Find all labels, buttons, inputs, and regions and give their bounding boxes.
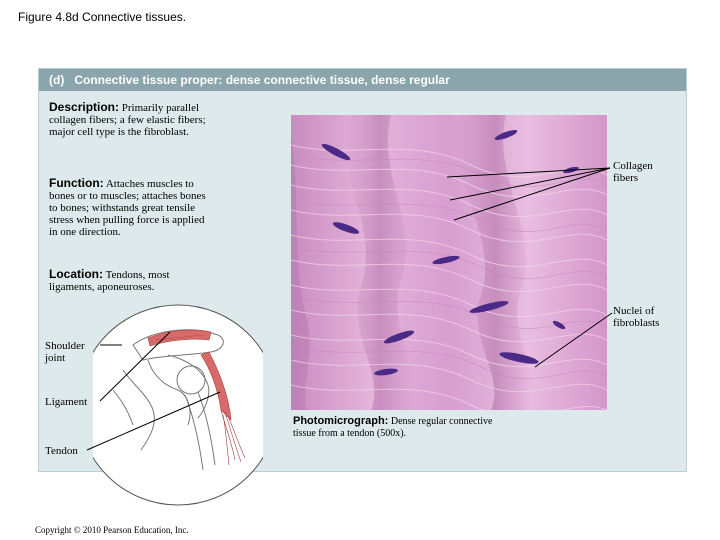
panel-header (39, 69, 686, 91)
photomicrograph (291, 115, 607, 410)
caption-line-1: Dense regular connective (390, 416, 493, 427)
label-nuclei-line-1: Nuclei of (613, 305, 655, 317)
photomicrograph-image (291, 115, 607, 410)
slide-title: Figure 4.8d Connective tissues. (18, 10, 187, 24)
description-label: Description: (49, 100, 120, 114)
function-line-4: stress when pulling force is applied (49, 214, 205, 226)
label-collagen-fibers (613, 160, 653, 184)
shoulder-illustration (93, 300, 263, 510)
location-line-1: Tendons, most (105, 269, 170, 281)
location-block (49, 268, 279, 293)
caption-label: Photomicrograph: (293, 415, 389, 427)
label-shoulder-joint (45, 340, 85, 364)
function-line-3: to bones; withstands great tensile (49, 202, 196, 214)
label-shoulder-line-1: Shoulder (45, 340, 85, 352)
label-collagen-line-1: Collagen (613, 160, 653, 172)
label-shoulder-line-2: joint (45, 352, 66, 364)
panel-header-text: Connective tissue proper: dense connective tissue, dense regular (74, 73, 450, 87)
label-ligament: Ligament (45, 396, 88, 408)
photomicrograph-caption (293, 415, 492, 440)
location-line-2: ligaments, aponeuroses. (49, 281, 155, 293)
label-tendon: Tendon (45, 445, 78, 457)
label-nuclei-line-2: fibroblasts (613, 317, 660, 329)
function-block (49, 177, 279, 238)
copyright: Copyright © 2010 Pearson Education, Inc. (35, 525, 189, 535)
function-label: Function: (49, 176, 104, 190)
function-line-1: Attaches muscles to (105, 178, 194, 190)
label-collagen-line-2: fibers (613, 172, 639, 184)
description-line-2: collagen fibers; a few elastic fibers; (49, 114, 206, 126)
shoulder-joint-diagram (93, 300, 263, 510)
panel-letter: (d) (49, 73, 65, 87)
description-line-3: major cell type is the fibroblast. (49, 126, 189, 138)
location-label: Location: (49, 267, 103, 281)
label-nuclei-fibroblasts (613, 305, 659, 329)
description-block (49, 101, 279, 138)
description-line-1: Primarily parallel (121, 102, 200, 114)
function-line-2: bones or to muscles; attaches bones (49, 190, 206, 202)
caption-line-2: tissue from a tendon (500x). (293, 428, 407, 439)
function-line-5: in one direction. (49, 226, 121, 238)
